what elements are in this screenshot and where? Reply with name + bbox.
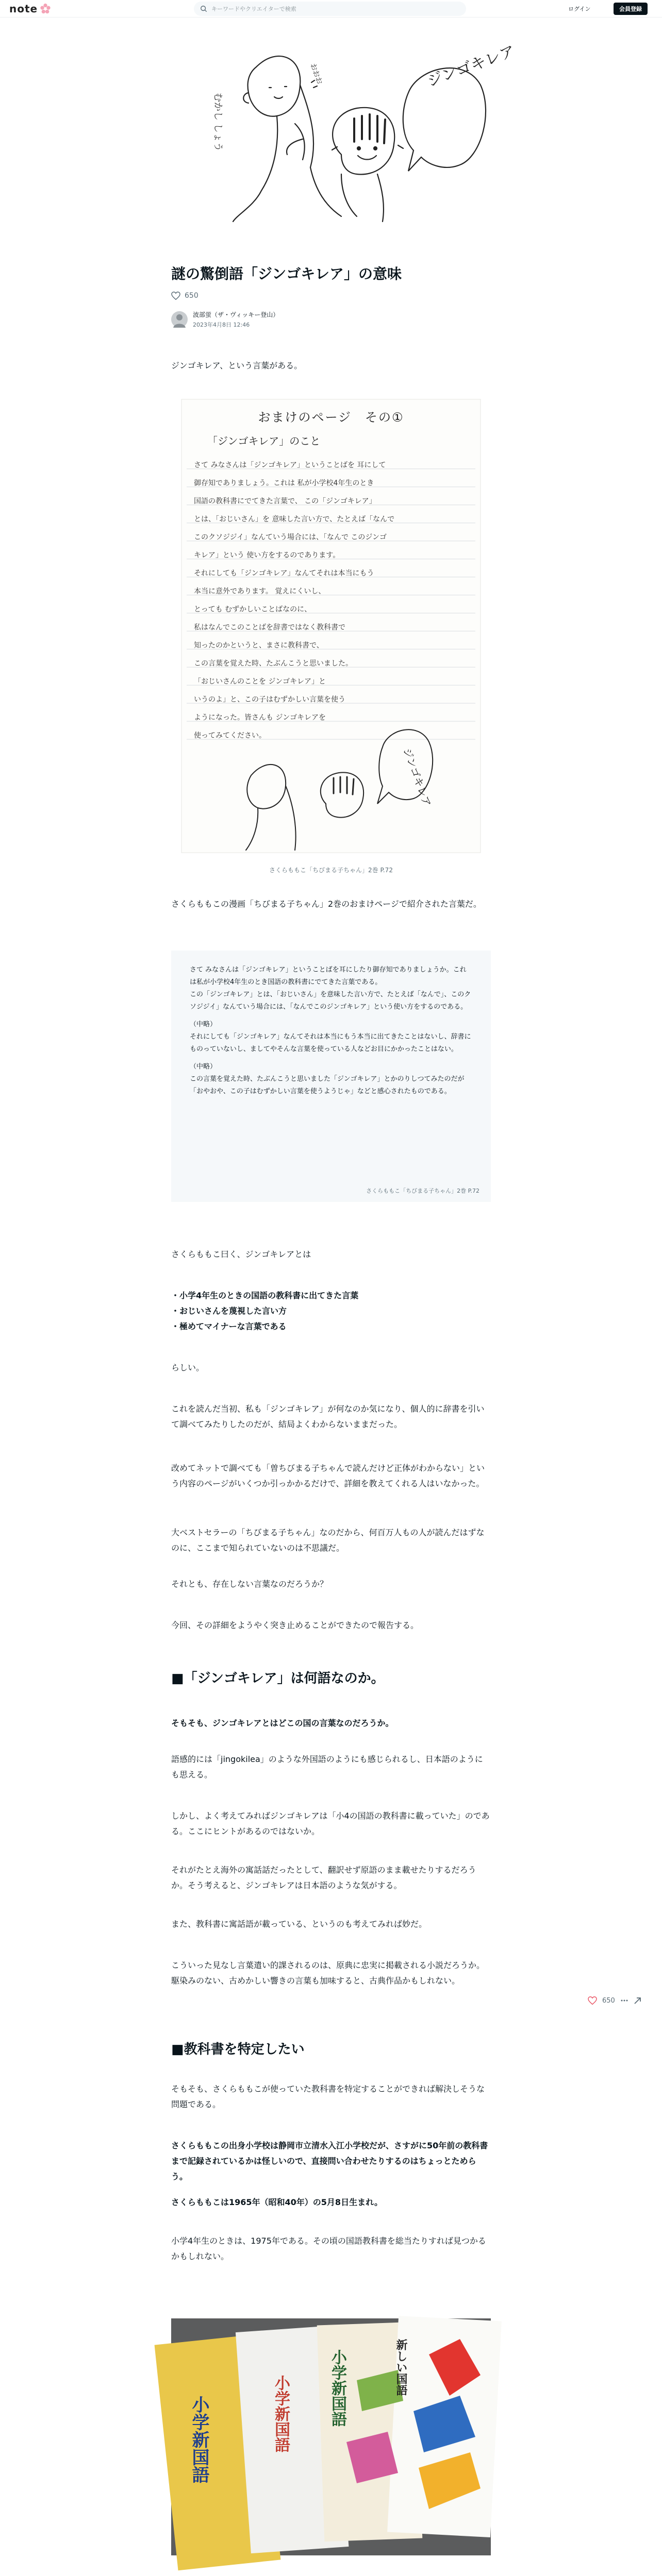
blockquote — [171, 951, 491, 1202]
notebook-line: さて みなさんは「ジンゴキレア」ということばを 耳にして — [194, 461, 386, 469]
quote-text: （中略） — [190, 1063, 217, 1071]
section-heading: ■教科書を特定したい — [171, 2042, 305, 2057]
paragraph: これを読んだ当初、私も「ジンゴキレア」が何なのか気になり、個人的に辞書を引いて調べてみたりしたのだが、結局よくわからないままだった。 — [171, 1404, 485, 1429]
heart-icon — [171, 292, 180, 300]
paragraph: 語感的には「jingokilea」のような外国語のようにも感じられるし、日本語のようにも思える。 — [171, 1754, 483, 1780]
book-label: 新しい国語 — [394, 2339, 407, 2396]
paragraph: ジンゴキレア、という言葉がある。 — [171, 361, 303, 370]
side-text: むかし しょう — [212, 93, 223, 151]
quote-text: （中略） — [190, 1021, 217, 1028]
paragraph: さくらももこは1965年（昭和40年）の5月8日生まれ。 — [171, 2197, 383, 2207]
notebook-line: この言葉を覚えた時、たぶんこうと思いました。 — [194, 659, 353, 668]
notebook-line: 使ってみてください。 — [194, 732, 266, 740]
notebook-text — [194, 456, 472, 745]
notebook-line: それにしても「ジンゴキレア」なんてそれは本当にもう — [194, 569, 374, 578]
list-item: ・極めてマイナーな言葉である — [171, 1321, 287, 1331]
notebook-line: 知ったのかというと、まさに教科書で、 — [194, 641, 324, 650]
post-date: 2023年4月8日 12:46 — [193, 321, 250, 328]
like-summary[interactable] — [171, 292, 198, 300]
notebook-subheading: 「ジンゴキレア」のこと — [207, 435, 321, 447]
signup-button[interactable]: 会員登録 — [614, 3, 648, 15]
book-label: 小学新国語 — [272, 2375, 290, 2452]
textbooks-photo — [171, 2318, 491, 2555]
list-item: ・おじいさんを蔑視した言い方 — [171, 1306, 287, 1316]
search-input[interactable] — [211, 6, 459, 12]
image-caption: さくらももこ「ちびまる子ちゃん」2巻 P.72 — [269, 867, 393, 874]
hero-illustration — [171, 36, 518, 258]
svg-text:ジンゴキレア: ジンゴキレア — [401, 746, 434, 808]
notebook-line: ようになった。皆さんも ジンゴキレアを — [194, 714, 326, 722]
paragraph: こういった見なし言葉遣い的課されるのは、原典に忠実に掲載される小説だろうか。駆染みのない、古めかしい響きの言葉も加味すると、古典作品かもしれない。 — [171, 1960, 485, 1986]
sakura-icon — [40, 3, 51, 14]
list-item: ・小学4年生のときの国語の教科書に出てきた言葉 — [171, 1291, 359, 1300]
quote-text: さて みなさんは「ジンゴキレア」ということばを耳にしたり御存知でありましょうか。これは私が小学校4年生のとき国語の教科書にでてきた言葉である。 — [190, 966, 467, 986]
notebook-line: 「おじいさんのことを ジンゴキレア」と — [194, 677, 326, 686]
paragraph: それとも、存在しない言葉なのだろうか？ — [171, 1579, 328, 1589]
notebook-line: 本当に意外であります。 覚えにくいし、 — [194, 587, 326, 596]
floating-actions — [588, 1996, 642, 2005]
notebook-line: いうのよ」と、この子はむずかしい言葉を使う — [194, 696, 345, 704]
book-label: 小学新国語 — [189, 2396, 209, 2483]
paragraph: 小学4年生のときは、1975年である。その頃の国語教科書を総当たりすれば見つかるかもしれない。 — [171, 2236, 486, 2261]
bullet-list — [171, 1288, 491, 1334]
notebook-line: このクソジジイ」なんていう場合には、「なんで このジンゴ — [194, 533, 387, 541]
paragraph: さくらももこの出身小学校は静岡市立清水入江小学校だが、さすがに50年前の教科書まで記録されているかは怪しいので、直接問い合わせたりするのはちょっとためらう。 — [171, 2141, 488, 2181]
notebook-line: とっても むずかしいことばなのに、 — [194, 605, 312, 614]
quote-citation: さくらももこ「ちびまる子ちゃん」2巻 P.72 — [366, 1188, 479, 1194]
notebook-line: 国語の教科書にでてきた言葉で、 この「ジンゴキレア」 — [194, 497, 376, 505]
paragraph: そもそも、さくらももこが使っていた教科書を特定することができれば解決しそうな問題である。 — [171, 2084, 485, 2109]
quote-text: この「ジンゴキレア」とは、「おじいさん」を意味した言い方で、たとえば「なんで」、このクソジジイ」なんていう場合には、「なんでこのジンゴキレア」という使い方をするのである。 — [190, 991, 471, 1011]
notebook-line: 御存知でありましょう。これは 私が小学校4年生のとき — [194, 479, 374, 487]
paragraph: 大ベストセラーの「ちびまる子ちゃん」なのだから、何百万人もの人が読んだはずなのに、ここまで知られていないのは不思議だ。 — [171, 1528, 485, 1553]
more-icon[interactable] — [620, 1996, 628, 2005]
quote-text: この言葉を覚えた時、たぶんこうと思いました「ジンゴキレア」とかのりしつてみたのだが「おやおや、この子はむずかしい言葉を使うようじゃ」などと感心されたものである。 — [190, 1075, 465, 1095]
share-icon[interactable] — [634, 1996, 642, 2005]
paragraph: 今回、その詳細をようやく突き止めることができたので報告する。 — [171, 1620, 419, 1630]
search-icon — [200, 5, 207, 12]
author-block[interactable] — [171, 310, 279, 329]
notebook-line: キレア」という 使い方をするのであります。 — [194, 551, 340, 560]
logo-text: note — [9, 3, 38, 15]
grandpa-text: おおお — [308, 62, 324, 86]
paragraph: さくらももこの漫画「ちびまる子ちゃん」2巻のおまけページで紹介された言葉だ。 — [171, 899, 482, 909]
note-logo[interactable] — [9, 3, 51, 15]
book-label: 小学新国語 — [328, 2349, 346, 2427]
avatar[interactable] — [171, 311, 188, 328]
notebook-line: 私はなんでこのことばを辞書ではなく教科書で — [194, 623, 345, 632]
paragraph: また、教科書に寓話語が載っている、というのも考えてみれば妙だ。 — [171, 1919, 427, 1929]
speech-text: ジンゴキレア — [424, 42, 518, 91]
notebook-page-image — [171, 397, 491, 855]
paragraph: それがたとえ海外の寓話話だったとして、翻訳せず原語のまま載せたりするだろうか。そう考えると、ジンゴキレアは日本語のような気がする。 — [171, 1865, 476, 1890]
author-name[interactable]: 波部蛍（ザ・ヴィッキー登山） — [193, 311, 279, 318]
article-title: 謎の驚倒語「ジンゴキレア」の意味 — [171, 265, 402, 282]
search-box[interactable] — [194, 2, 466, 16]
paragraph: 改めてネットで調べても「曽ちびまる子ちゃんで読んだけど正体がわからない」という内容のページがいくつか引っかかるだけで、詳細を教えてくれる人はいなかった。 — [171, 1463, 485, 1488]
notebook-heading: おまけのページ その① — [258, 410, 404, 425]
login-button[interactable]: ログイン — [562, 3, 597, 14]
paragraph: しかし、よく考えてみればジンゴキレアは「小4の国語の教科書に載っていた」のである。ここにヒントがあるのではないか。 — [171, 1811, 490, 1836]
notebook-line: とは、「おじいさん」を 意味した言い方で、たとえば「なんで — [194, 515, 395, 523]
section-heading: ■「ジンゴキレア」は何語なのか。 — [171, 1671, 385, 1686]
like-count: 650 — [602, 1996, 615, 2005]
like-count: 650 — [185, 292, 198, 300]
heart-icon[interactable] — [588, 1996, 597, 2005]
paragraph: らしい。 — [171, 1363, 205, 1372]
quote-text: それにしても「ジンゴキレア」なんてそれは本当にもう本当に出てきたことはないし、辞書にものっていないし、ましてやそんな言葉を使っている人などお目にかかったことはない。 — [190, 1033, 471, 1053]
site-header — [0, 0, 662, 18]
paragraph: そもそも、ジンゴキレアとはどこの国の言葉なのだろうか。 — [171, 1718, 394, 1728]
paragraph: さくらももこ曰く、ジンゴキレアとは — [171, 1249, 311, 1259]
